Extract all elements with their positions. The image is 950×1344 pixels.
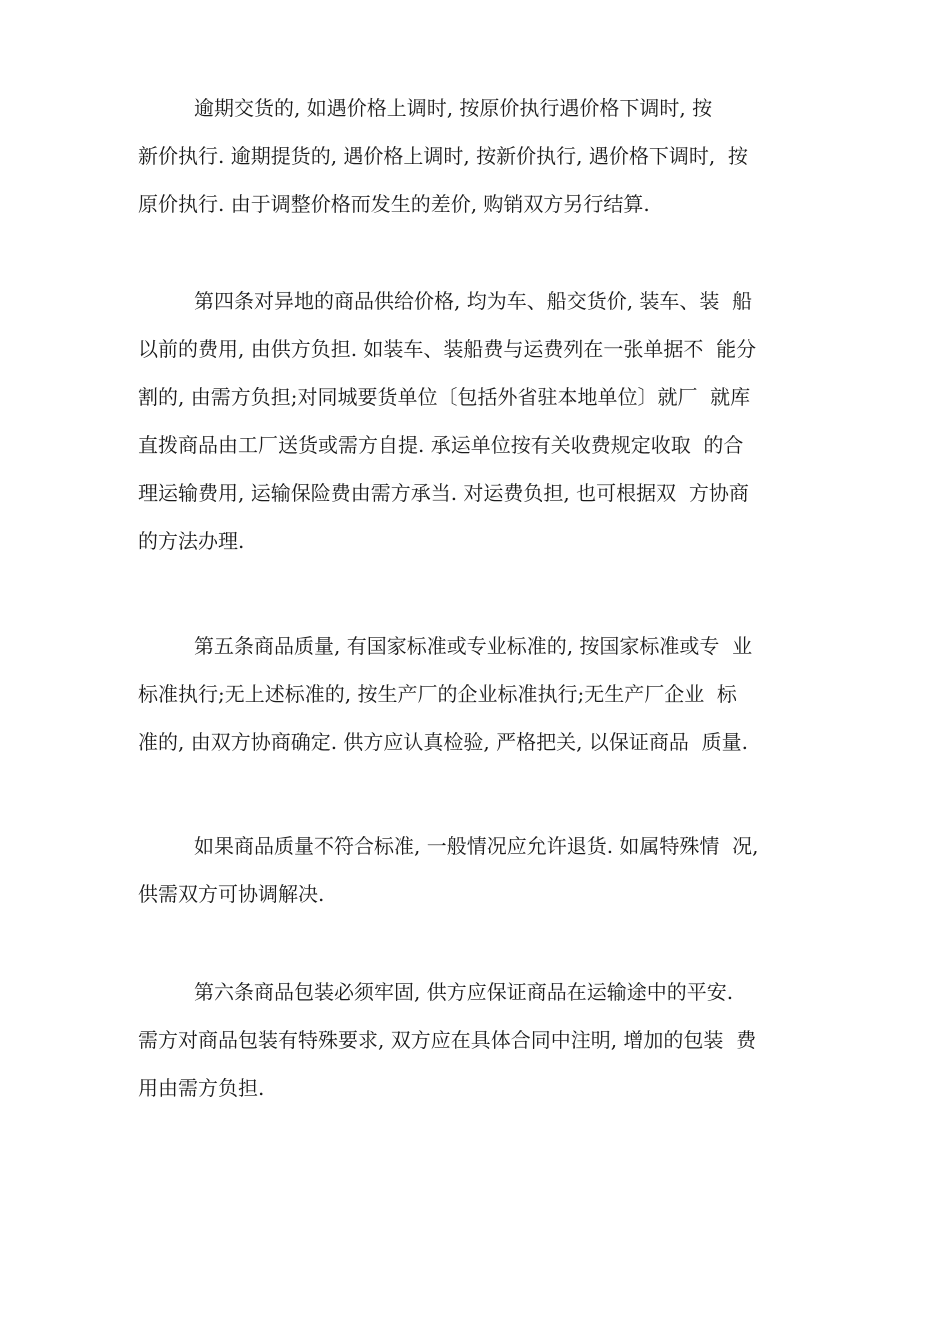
paragraph-line: 第五条商品质量, 有国家标准或专业标准的, 按国家标准或专 业	[194, 634, 753, 658]
paragraph-article-5	[138, 622, 838, 766]
paragraph-line: 割的, 由需方负担;对同城要货单位〔包括外省驻本地单位〕就厂 就库	[138, 385, 751, 409]
paragraph-line: 供需双方可协调解决.	[138, 882, 325, 906]
paragraph-line: 用由需方负担.	[138, 1076, 265, 1100]
paragraph-line: 需方对商品包装有特殊要求, 双方应在具体合同中注明, 增加的包装 费	[138, 1028, 757, 1052]
paragraph-line: 以前的费用, 由供方负担. 如装车、装船费与运费列在一张单据不 能分	[138, 337, 757, 361]
paragraph-line: 准的, 由双方协商确定. 供方应认真检验, 严格把关, 以保证商品 质量.	[138, 730, 748, 754]
paragraph-line: 逾期交货的, 如遇价格上调时, 按原价执行遇价格下调时, 按	[194, 96, 713, 120]
paragraph-line: 的方法办理.	[138, 529, 245, 553]
paragraph-line: 标准执行;无上述标准的, 按生产厂的企业标准执行;无生产厂企业 标	[138, 682, 737, 706]
paragraph-article-6	[138, 968, 838, 1112]
paragraph-quality-nonconformity	[138, 822, 838, 918]
paragraph-line: 第六条商品包装必须牢固, 供方应保证商品在运输途中的平安.	[194, 980, 734, 1004]
paragraph-line: 如果商品质量不符合标准, 一般情况应允许退货. 如属特殊情 况,	[194, 834, 759, 858]
paragraph-line: 原价执行. 由于调整价格而发生的差价, 购销双方另行结算.	[138, 192, 650, 216]
paragraph-line: 理运输费用, 运输保险费由需方承当. 对运费负担, 也可根据双 方协商	[138, 481, 749, 505]
paragraph-line: 新价执行. 逾期提货的, 遇价格上调时, 按新价执行, 遇价格下调时, 按	[138, 144, 748, 168]
paragraph-article-4	[138, 277, 838, 565]
paragraph-line: 第四条对异地的商品供给价格, 均为车、船交货价, 装车、装 船	[194, 289, 753, 313]
paragraph-line: 直拨商品由工厂送货或需方自提. 承运单位按有关收费规定收取 的合	[138, 433, 744, 457]
paragraph-overdue-delivery	[138, 84, 838, 228]
